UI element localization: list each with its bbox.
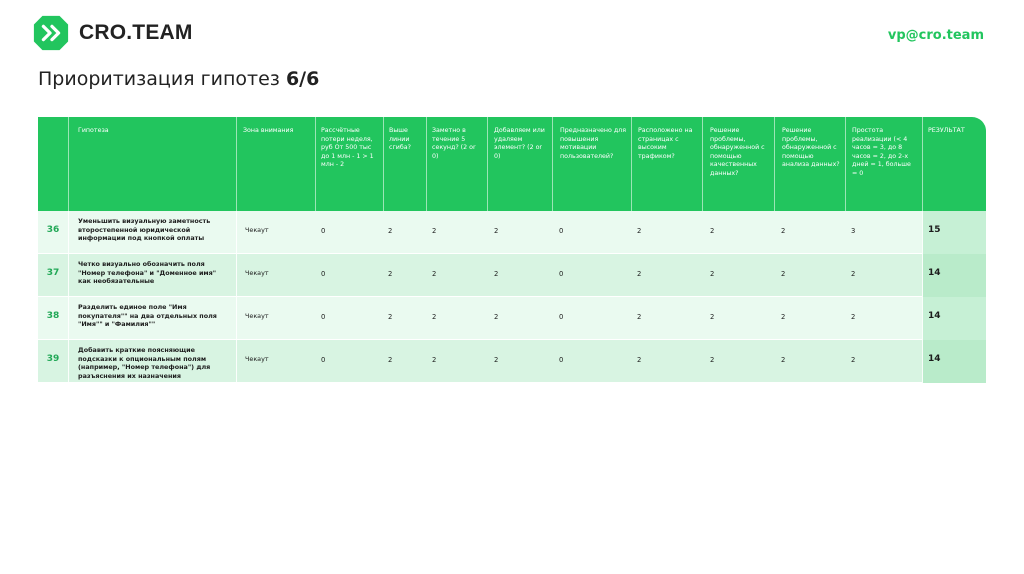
row-number: 38 [46,311,60,321]
score-cell: 2 [781,227,786,235]
table-row [38,297,986,340]
score-cell: 0 [321,356,326,364]
header-above-fold: Выше линии сгиба? [389,127,411,152]
row-number: 36 [46,225,60,235]
score-cell: 0 [559,270,564,278]
header-hypothesis: Гипотеза [78,127,109,134]
table-header [38,117,986,211]
score-cell: 2 [388,270,393,278]
header-qualitative: Решение проблемы, обнаруженной с помощью качественных данных? [710,127,765,177]
header-motivation: Предназначено для повышения мотивации пользователей? [560,127,626,160]
score-cell: 2 [637,227,642,235]
header-zone: Зона внимания [243,127,294,134]
result-cell: 14 [928,311,941,321]
score-cell: 3 [851,227,856,235]
score-cell: 2 [494,270,499,278]
zone-cell: Чекаут [245,312,269,320]
score-cell: 2 [388,313,393,321]
score-cell: 0 [559,356,564,364]
logo-chevron-icon [32,14,70,52]
header-losses: Рассчётные потери неделя, руб От 500 тыс до 1 млн - 1 > 1 млн - 2 [321,127,374,169]
header-result: РЕЗУЛЬТАТ [928,127,965,134]
score-cell: 2 [432,313,437,321]
score-cell: 2 [710,313,715,321]
score-cell: 2 [432,356,437,364]
result-cell: 15 [928,225,941,235]
logo-text: CRO.TEAM [79,21,193,44]
header-corner [38,117,68,211]
score-cell: 0 [321,270,326,278]
hypothesis-text: Уменьшить визуальную заметность второстепенной юридической информации под кнопкой оплаты [78,217,211,243]
score-cell: 2 [851,313,856,321]
page-number: 6/6 [285,68,320,90]
score-cell: 2 [637,356,642,364]
score-cell: 2 [494,227,499,235]
table-row [38,211,986,254]
hypothesis-text: Четко визуально обозначить поля "Номер телефона" и "Доменное имя" как необязательные [78,260,217,286]
header-simplicity: Простота реализации (< 4 часов = 3, до 8 часов = 2, до 2-х дней = 1, больше = 0 [852,127,911,177]
header-analytics: Решение проблемы, обнаруженной с помощью анализа данных? [782,127,840,169]
score-cell: 0 [321,227,326,235]
brand-logo [32,14,193,52]
zone-cell: Чекаут [245,355,269,363]
row-number: 37 [46,268,60,278]
result-cell: 14 [928,268,941,278]
score-cell: 2 [851,270,856,278]
score-cell: 2 [637,270,642,278]
table-row [38,340,986,383]
score-cell: 2 [781,356,786,364]
page-title [38,68,319,90]
result-cell: 14 [928,354,941,364]
score-cell: 2 [637,313,642,321]
score-cell: 2 [710,227,715,235]
score-cell: 0 [559,227,564,235]
score-cell: 2 [710,356,715,364]
hypothesis-text: Добавить краткие поясняющие подсказки к опциональным полям (например, "Номер телефона") для разъяснения их назначения [78,346,211,380]
score-cell: 2 [781,313,786,321]
hypothesis-text: Разделить единое поле "Имя покупателя"" на два отдельных поля "Имя"" и "Фамилия"" [78,303,217,329]
row-number: 39 [46,354,60,364]
page-title-text: Приоритизация гипотез [38,68,280,90]
header-high-traffic: Расположено на страницах с высоким трафиком? [638,127,693,160]
score-cell: 2 [781,270,786,278]
zone-cell: Чекаут [245,226,269,234]
score-cell: 2 [388,356,393,364]
score-cell: 0 [559,313,564,321]
hypothesis-table [38,117,986,383]
zone-cell: Чекаут [245,269,269,277]
header-add-remove: Добавляем или удаляем элемент? (2 or 0) [494,127,545,160]
score-cell: 2 [388,227,393,235]
score-cell: 2 [494,313,499,321]
score-cell: 2 [432,227,437,235]
score-cell: 0 [321,313,326,321]
table-row [38,254,986,297]
contact-email[interactable]: vp@cro.team [887,28,984,43]
score-cell: 2 [494,356,499,364]
score-cell: 2 [851,356,856,364]
score-cell: 2 [432,270,437,278]
score-cell: 2 [710,270,715,278]
header-visible-5s: Заметно в течение 5 секунд? (2 or 0) [432,127,476,160]
